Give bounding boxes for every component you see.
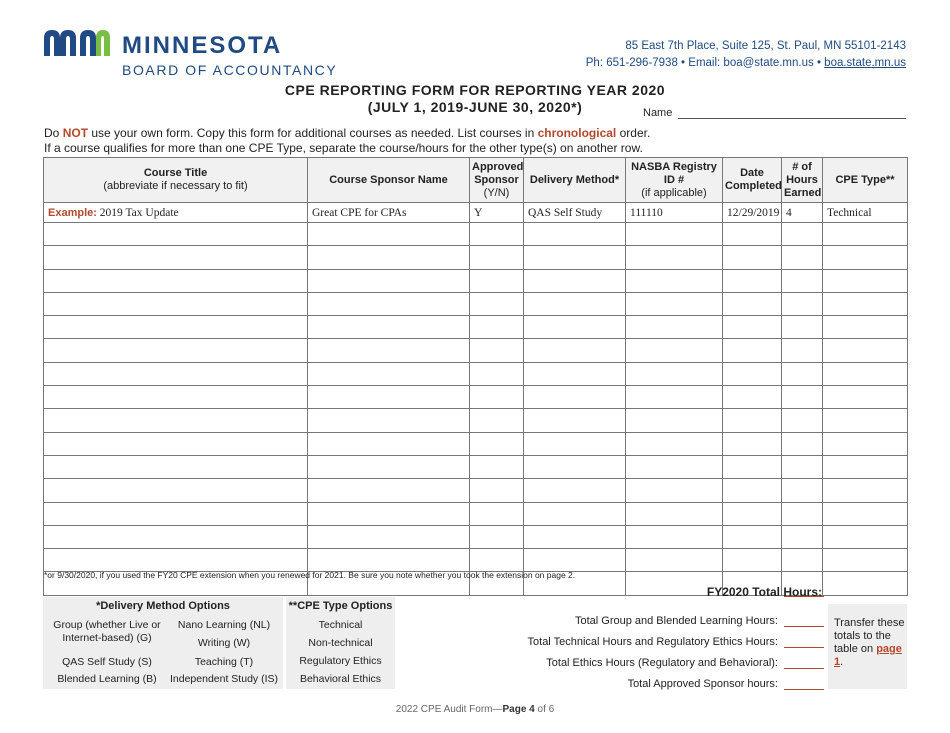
form-subtitle: (JULY 1, 2019-JUNE 30, 2020*) xyxy=(367,99,583,115)
table-cell[interactable] xyxy=(723,409,782,432)
table-cell[interactable] xyxy=(470,479,524,502)
form-title: CPE REPORTING FORM FOR REPORTING YEAR 2020 xyxy=(284,82,666,98)
delivery-option: Nano Learning (NL) xyxy=(177,619,271,631)
technical-reg-field[interactable] xyxy=(784,647,824,648)
approved-sponsor-field[interactable] xyxy=(784,689,824,690)
table-cell[interactable] xyxy=(823,292,908,315)
table-cell[interactable] xyxy=(823,479,908,502)
table-cell[interactable] xyxy=(524,269,626,292)
table-cell[interactable] xyxy=(308,386,470,409)
table-cell[interactable] xyxy=(782,246,823,269)
table-cell[interactable] xyxy=(44,269,308,292)
table-cell[interactable] xyxy=(470,269,524,292)
table-cell[interactable] xyxy=(626,479,723,502)
table-row xyxy=(44,455,908,478)
table-cell[interactable] xyxy=(470,316,524,339)
delivery-option: Group (whether Live or Internet-based) (G) xyxy=(53,619,161,644)
table-cell[interactable] xyxy=(823,362,908,385)
group-blended-field[interactable] xyxy=(784,626,824,627)
name-label: Name xyxy=(643,107,673,119)
separator: • xyxy=(681,57,686,69)
table-row xyxy=(44,386,908,409)
cpe-type-option: Regulatory Ethics xyxy=(299,655,382,667)
table-cell[interactable] xyxy=(723,223,782,246)
cpe-type-option: Behavioral Ethics xyxy=(299,673,382,685)
table-cell[interactable] xyxy=(823,549,908,572)
table-cell[interactable] xyxy=(626,525,723,548)
table-row xyxy=(44,292,908,315)
table-cell[interactable] xyxy=(524,502,626,525)
table-cell[interactable] xyxy=(308,292,470,315)
example-sponsor: Great CPE for CPAs xyxy=(308,203,470,223)
table-cell[interactable] xyxy=(723,246,782,269)
table-cell[interactable] xyxy=(723,269,782,292)
table-cell[interactable] xyxy=(308,316,470,339)
col-nasba: NASBA Registry ID # (if applicable) xyxy=(626,158,723,203)
table-cell[interactable] xyxy=(308,269,470,292)
table-cell[interactable] xyxy=(723,549,782,572)
table-row xyxy=(44,339,908,362)
table-cell[interactable] xyxy=(44,549,308,572)
table-cell[interactable] xyxy=(44,455,308,478)
phone: Ph: 651-296-7938 xyxy=(585,57,678,69)
table-row xyxy=(44,409,908,432)
table-cell[interactable] xyxy=(44,246,308,269)
col-hours: # of Hours Earned xyxy=(782,158,823,203)
table-cell[interactable] xyxy=(626,269,723,292)
ethics-label: Total Ethics Hours (Regulatory and Behavioral): xyxy=(546,657,778,669)
table-cell[interactable] xyxy=(626,362,723,385)
footnote: *or 9/30/2020, if you used the FY20 CPE extension when you renewed for 2021. Be sure you note whether you took the extension on page 2. xyxy=(44,570,576,580)
table-cell[interactable] xyxy=(308,409,470,432)
table-cell[interactable] xyxy=(823,386,908,409)
table-cell[interactable] xyxy=(723,362,782,385)
transfer-note: Transfer these totals to the table on page 1. xyxy=(834,617,905,668)
col-approved: Approved Sponsor (Y/N) xyxy=(470,158,524,203)
table-cell[interactable] xyxy=(308,432,470,455)
table-cell[interactable] xyxy=(308,362,470,385)
mn-logo-mark-icon xyxy=(42,28,114,58)
example-cpe-type: Technical xyxy=(823,203,908,223)
delivery-option: Teaching (T) xyxy=(194,656,254,668)
table-cell[interactable] xyxy=(524,362,626,385)
separator: • xyxy=(816,57,821,69)
table-row xyxy=(44,432,908,455)
table-cell[interactable] xyxy=(782,525,823,548)
table-row xyxy=(44,223,908,246)
table-cell[interactable] xyxy=(44,409,308,432)
cpe-type-options-box xyxy=(286,597,395,689)
cpe-type-option: Technical xyxy=(318,619,363,631)
table-cell[interactable] xyxy=(524,525,626,548)
table-cell[interactable] xyxy=(44,479,308,502)
example-hours: 4 xyxy=(782,203,823,223)
table-cell[interactable] xyxy=(723,432,782,455)
table-cell[interactable] xyxy=(470,502,524,525)
table-cell[interactable] xyxy=(44,316,308,339)
table-cell[interactable] xyxy=(782,362,823,385)
table-row xyxy=(44,525,908,548)
org-name: MINNESOTA xyxy=(122,32,283,59)
table-cell[interactable] xyxy=(823,269,908,292)
table-cell[interactable] xyxy=(723,525,782,548)
col-course-title: Course Title (abbreviate if necessary to fit) xyxy=(44,158,308,203)
table-cell[interactable] xyxy=(782,386,823,409)
table-cell[interactable] xyxy=(308,223,470,246)
table-cell[interactable] xyxy=(44,362,308,385)
table-cell[interactable] xyxy=(470,223,524,246)
table-cell[interactable] xyxy=(470,549,524,572)
table-cell[interactable] xyxy=(44,386,308,409)
delivery-option: Writing (W) xyxy=(197,637,251,649)
table-cell[interactable] xyxy=(626,502,723,525)
table-cell[interactable] xyxy=(626,316,723,339)
table-cell[interactable] xyxy=(782,432,823,455)
table-row xyxy=(44,316,908,339)
example-nasba: 111110 xyxy=(626,203,723,223)
ethics-field[interactable] xyxy=(784,668,824,669)
table-cell[interactable] xyxy=(44,339,308,362)
col-cpe-type: CPE Type** xyxy=(823,158,908,203)
email-link[interactable]: Email: boa@state.mn.us xyxy=(688,57,814,69)
table-cell[interactable] xyxy=(524,223,626,246)
table-cell[interactable] xyxy=(308,246,470,269)
org-subname: BOARD OF ACCOUNTANCY xyxy=(122,62,338,78)
blank-rows xyxy=(44,223,908,596)
table-row xyxy=(44,502,908,525)
table-cell[interactable] xyxy=(626,246,723,269)
table-cell[interactable] xyxy=(44,525,308,548)
table-cell[interactable] xyxy=(524,479,626,502)
table-cell[interactable] xyxy=(723,339,782,362)
table-cell[interactable] xyxy=(470,292,524,315)
table-cell[interactable] xyxy=(782,409,823,432)
table-cell[interactable] xyxy=(823,502,908,525)
col-sponsor: Course Sponsor Name xyxy=(308,158,470,203)
table-row xyxy=(44,479,908,502)
delivery-options-heading: *Delivery Method Options xyxy=(96,600,230,612)
table-cell[interactable] xyxy=(308,502,470,525)
table-cell[interactable] xyxy=(308,455,470,478)
table-cell[interactable] xyxy=(308,339,470,362)
table-cell[interactable] xyxy=(524,432,626,455)
table-cell[interactable] xyxy=(723,386,782,409)
table-cell[interactable] xyxy=(44,292,308,315)
table-cell[interactable] xyxy=(823,572,908,595)
table-cell[interactable] xyxy=(823,525,908,548)
table-cell[interactable] xyxy=(308,479,470,502)
table-cell[interactable] xyxy=(782,269,823,292)
table-cell[interactable] xyxy=(524,386,626,409)
table-cell[interactable] xyxy=(470,525,524,548)
col-delivery: Delivery Method* xyxy=(524,158,626,203)
table-cell[interactable] xyxy=(626,549,723,572)
table-cell[interactable] xyxy=(626,223,723,246)
instructions-line1: Do NOT use your own form. Copy this form for additional courses as needed. List courses in chronological order. xyxy=(44,126,651,140)
table-cell[interactable] xyxy=(823,223,908,246)
table-cell[interactable] xyxy=(626,386,723,409)
website-link[interactable]: boa.state.mn.us xyxy=(824,57,906,69)
table-cell[interactable] xyxy=(823,409,908,432)
cpe-table xyxy=(43,157,908,596)
table-cell[interactable] xyxy=(524,246,626,269)
table-cell[interactable] xyxy=(524,339,626,362)
table-cell[interactable] xyxy=(626,292,723,315)
table-cell[interactable] xyxy=(524,549,626,572)
table-cell[interactable] xyxy=(723,455,782,478)
table-cell[interactable] xyxy=(470,432,524,455)
table-header-row xyxy=(44,158,908,203)
example-date: 12/29/2019 xyxy=(723,203,782,223)
table-cell[interactable] xyxy=(524,292,626,315)
table-cell[interactable] xyxy=(723,316,782,339)
table-cell[interactable] xyxy=(524,316,626,339)
table-cell[interactable] xyxy=(823,316,908,339)
table-cell[interactable] xyxy=(44,502,308,525)
table-cell[interactable] xyxy=(626,409,723,432)
table-cell[interactable] xyxy=(823,455,908,478)
table-cell[interactable] xyxy=(470,246,524,269)
name-field[interactable] xyxy=(678,118,906,119)
example-delivery: QAS Self Study xyxy=(524,203,626,223)
table-cell[interactable] xyxy=(723,479,782,502)
approved-sponsor-label: Total Approved Sponsor hours: xyxy=(627,678,778,690)
table-row xyxy=(44,549,908,572)
table-cell[interactable] xyxy=(782,316,823,339)
logo xyxy=(42,28,352,80)
table-cell[interactable] xyxy=(626,339,723,362)
col-date: Date Completed xyxy=(723,158,782,203)
table-cell[interactable] xyxy=(782,223,823,246)
page-footer: 2022 CPE Audit Form—Page 4 of 6 xyxy=(395,704,555,715)
table-cell[interactable] xyxy=(470,386,524,409)
table-cell[interactable] xyxy=(308,549,470,572)
table-cell[interactable] xyxy=(524,455,626,478)
table-cell[interactable] xyxy=(823,339,908,362)
delivery-options-box xyxy=(43,597,283,689)
table-cell[interactable] xyxy=(470,409,524,432)
contact-line xyxy=(586,57,906,69)
table-cell[interactable] xyxy=(782,339,823,362)
delivery-option: Blended Learning (B) xyxy=(57,673,157,685)
fy-total-label: FY2020 Total Hours: xyxy=(706,585,822,599)
table-cell[interactable] xyxy=(782,479,823,502)
delivery-option: QAS Self Study (S) xyxy=(62,656,152,668)
table-cell[interactable] xyxy=(723,502,782,525)
table-cell[interactable] xyxy=(823,246,908,269)
table-cell[interactable] xyxy=(626,455,723,478)
table-cell[interactable] xyxy=(782,455,823,478)
delivery-option: Independent Study (IS) xyxy=(170,673,278,685)
address: 85 East 7th Place, Suite 125, St. Paul, MN 55101-2143 xyxy=(625,40,906,52)
table-cell[interactable] xyxy=(782,292,823,315)
table-cell[interactable] xyxy=(470,339,524,362)
table-cell[interactable] xyxy=(470,455,524,478)
table-cell[interactable] xyxy=(44,223,308,246)
example-row xyxy=(44,203,908,223)
table-cell[interactable] xyxy=(782,549,823,572)
table-cell[interactable] xyxy=(723,292,782,315)
group-blended-label: Total Group and Blended Learning Hours: xyxy=(574,615,778,627)
instructions-line2: If a course qualifies for more than one CPE Type, separate the course/hours for the other type(s) on another row. xyxy=(44,141,643,155)
table-cell[interactable] xyxy=(44,432,308,455)
table-cell[interactable] xyxy=(782,502,823,525)
table-row xyxy=(44,362,908,385)
table-cell[interactable] xyxy=(626,432,723,455)
cpe-type-option: Non-technical xyxy=(308,637,373,649)
cpe-type-options-heading: **CPE Type Options xyxy=(288,600,393,612)
technical-reg-label: Total Technical Hours and Regulatory Ethics Hours: xyxy=(527,636,778,648)
table-cell[interactable] xyxy=(823,432,908,455)
fy-total-field[interactable] xyxy=(784,596,824,597)
example-approved: Y xyxy=(470,203,524,223)
table-cell[interactable] xyxy=(308,525,470,548)
table-row xyxy=(44,246,908,269)
table-cell[interactable] xyxy=(524,409,626,432)
table-cell[interactable] xyxy=(470,362,524,385)
page-1-link[interactable]: page 1 xyxy=(834,643,902,668)
example-course: Example: 2019 Tax Update xyxy=(44,203,308,223)
transfer-note-box xyxy=(828,604,907,689)
table-row xyxy=(44,269,908,292)
